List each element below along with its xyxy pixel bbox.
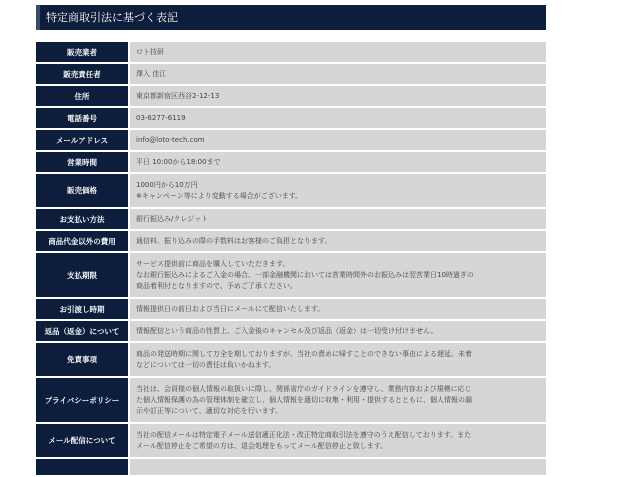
table-row — [36, 231, 546, 251]
row-value — [130, 209, 546, 229]
row-value — [130, 152, 546, 172]
row-label: メールアドレス — [36, 130, 130, 150]
value-line: ロト技研 — [136, 47, 164, 56]
table-row — [36, 378, 546, 422]
value-line: 示や訂正等について、適切な対応を行います。 — [136, 406, 283, 415]
value-line: 商品着利付となりますので、予めご了承ください。 — [136, 281, 297, 290]
value-line: 商品の発送時期に関して万全を期しておりますが、当社の責めに帰すことのできない事由による遅延、未着 — [136, 349, 472, 358]
value-line: サービス提供前に商品を購入していただきます。 — [136, 259, 290, 268]
value-line: 銀行振込み/クレジット — [136, 214, 209, 223]
email-value[interactable]: info@loto-tech.com — [136, 135, 205, 144]
table-row — [36, 174, 546, 207]
row-label: 電話番号 — [36, 108, 130, 128]
legal-info-table-wrap — [36, 40, 546, 477]
row-value — [130, 424, 546, 457]
value-line: 平日 10:00から18:00まで — [136, 157, 221, 166]
table-row — [36, 108, 546, 128]
row-value — [130, 253, 546, 297]
value-line: 当社は、会員様の個人情報の取扱いに際し、関係省庁のガイドラインを遵守し、業務内容および規模に応じ — [136, 384, 472, 393]
value-line: 03-6277-6119 — [136, 113, 186, 122]
value-line: などについては一切の責任は負いかねます。 — [136, 360, 276, 369]
row-value — [130, 174, 546, 207]
value-line: 澤入 佳江 — [136, 69, 167, 78]
value-line: なお銀行振込みによるご入金の場合、一部金融機関においては営業時間外のお振込みは翌営業日10時過ぎの — [136, 270, 474, 279]
table-row — [36, 86, 546, 106]
row-value — [130, 42, 546, 62]
value-line: メール配信停止をご希望の方は、退会処理をもってメール配信停止と致します。 — [136, 441, 388, 450]
table-row — [36, 64, 546, 84]
row-value — [130, 299, 546, 319]
row-label: 販売価格 — [36, 174, 130, 207]
row-value-empty — [130, 459, 546, 475]
row-label: 販売業者 — [36, 42, 130, 62]
table-row — [36, 130, 546, 150]
row-label: お支払い方法 — [36, 209, 130, 229]
table-row — [36, 299, 546, 319]
row-label: 住所 — [36, 86, 130, 106]
row-value — [130, 108, 546, 128]
value-line: 東京都新宿区西谷2-12-13 — [136, 91, 220, 100]
row-label: 返品（返金）について — [36, 321, 130, 341]
table-row — [36, 343, 546, 376]
table-row — [36, 42, 546, 62]
value-line: ※キャンペーン等により変動する場合がございます。 — [136, 191, 303, 200]
table-row — [36, 152, 546, 172]
value-line: 1000円から10万円 — [136, 180, 198, 189]
row-value — [130, 86, 546, 106]
row-label: 免責事項 — [36, 343, 130, 376]
row-label: メール配信について — [36, 424, 130, 457]
legal-info-table — [36, 40, 546, 477]
row-label-empty — [36, 459, 130, 475]
value-line: 通信料、振り込みの際の手数料はお客様のご負担となります。 — [136, 236, 332, 245]
value-line: 当社の配信メールは特定電子メール送信適正化法・改正特定商取引法を遵守のうえ配信しております。また — [136, 430, 472, 439]
row-label: お引渡し時期 — [36, 299, 130, 319]
row-label: 支払期限 — [36, 253, 130, 297]
table-row — [36, 459, 546, 475]
page-title: 特定商取引法に基づく表記 — [36, 5, 546, 30]
table-row — [36, 321, 546, 341]
row-label: 営業時間 — [36, 152, 130, 172]
row-label: プライバシーポリシー — [36, 378, 130, 422]
table-row — [36, 424, 546, 457]
row-value — [130, 321, 546, 341]
row-value — [130, 231, 546, 251]
value-line: 情報提供日の前日および当日にメールにて配信いたします。 — [136, 304, 325, 313]
table-row — [36, 209, 546, 229]
row-label: 販売責任者 — [36, 64, 130, 84]
row-value — [130, 64, 546, 84]
row-label: 商品代金以外の費用 — [36, 231, 130, 251]
value-line: た個人情報保護の為の管理体制を確立し、個人情報を適切に収集・利用・提供するとともに、個人情報の漏 — [136, 395, 472, 404]
row-value — [130, 378, 546, 422]
row-value — [130, 130, 546, 150]
table-row — [36, 253, 546, 297]
value-line: 情報配信という商品の性質上、ご入金後のキャンセル及び返品（返金）は一切受け付けません。 — [136, 326, 438, 335]
row-value — [130, 343, 546, 376]
